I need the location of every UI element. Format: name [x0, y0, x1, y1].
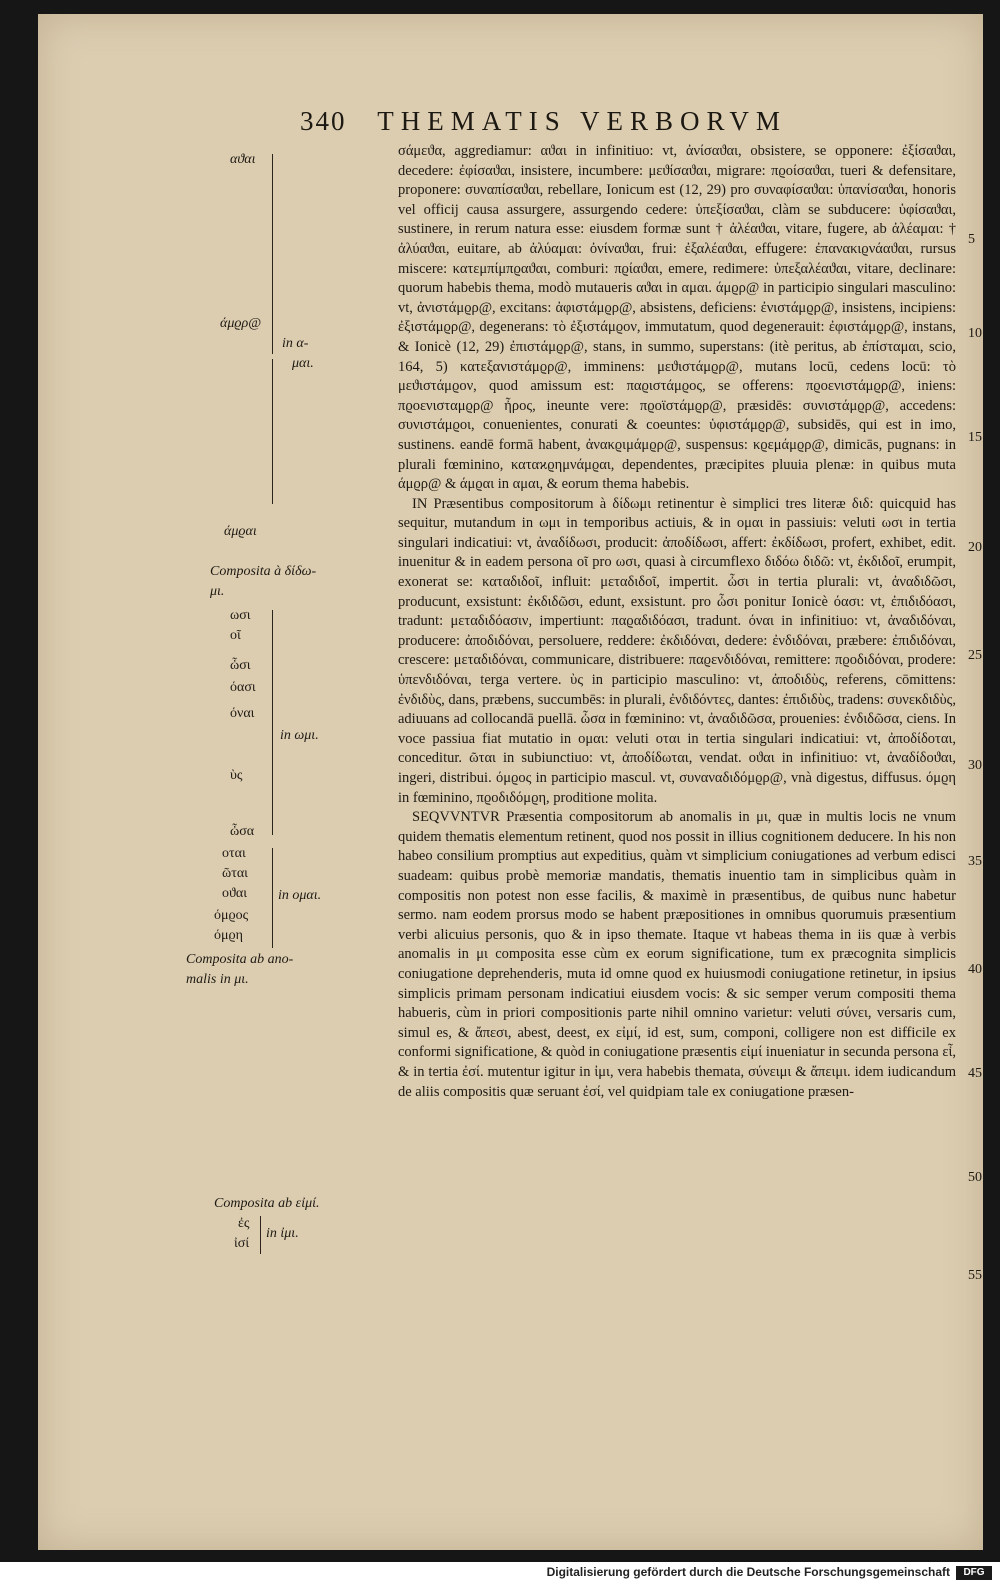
margin-note: ἰσί [234, 1236, 250, 1251]
margin-note: άμϱρ@ [220, 316, 262, 331]
margin-brace [262, 359, 273, 504]
line-number: 55 [968, 1268, 982, 1283]
margin-note: άμϱαι [224, 524, 257, 539]
line-number: 35 [968, 854, 982, 869]
page-title: THEMATIS VERBORVM [377, 106, 787, 136]
margin-brace [262, 610, 273, 835]
page-number: 340 [300, 106, 347, 136]
margin-note: μι. [210, 584, 225, 599]
margin-note: ἐς [238, 1216, 250, 1231]
line-number: 30 [968, 758, 982, 773]
margin-note: ῶται [222, 866, 248, 881]
margin-brace [262, 154, 273, 354]
margin-note: ὦσα [230, 824, 255, 839]
margin-note: όναι [230, 706, 255, 721]
margin-note: ὦσι [230, 658, 251, 673]
margin-note: μαι. [292, 356, 314, 371]
line-number: 45 [968, 1066, 982, 1081]
dfg-logo: DFG [956, 1566, 992, 1580]
margin-note: οϑαι [222, 886, 248, 901]
footer-credit: Digitalisierung gefördert durch die Deutsche Forschungsgemeinschaft [546, 1565, 950, 1579]
paragraph: σάμεϑα, aggrediamur: αϑαι in infinitiuo: vt, ἀνίσαϑαι, obsistere, se opponere: ἐξίσαϑαι, decedere: ἐφίσαϑαι, insistere, incumbere: μεϑίσαϑαι, migrare: πϱοίσαϑαι, tueri & defensitare, proponere: συναπίσαϑαι, rebellare, Ionicum est (12, 29) pro συναφίσαϑαι: ὑπανίσαϑαι, honoris vel officij causa assurgere, assurgendo cedere: ὑπεξίσαϑαι, clàm se subducere: ὑφίσαϑαι, sustinere, in rerum natura esse: eiusdem formæ sunt † ἀλέαϑαι, vitare, fugere, ab ἀλέαμαι: † ἀλύαϑαι, euitare, ab ἀλύαμαι: ὀνίναϑαι, frui: ἐξαλέαϑαι, effugere: ἐπανακιϱνάαϑαι, rursus miscere: κατεμπίμπϱαϑαι, comburi: πϱίαϑαι, emere, redimere: ὑπεξαλέαϑαι, vitare, declinare: quorum habebis thema, modò mutaueris αϑαι in αμαι. άμϱρ@ in participio singulari masculino: vt, ἀνιστάμϱρ@, excitans: ἀφιστάμϱρ@, absistens, deficiens: ἐνιστάμϱρ@, insistens, incipiens: ἐξιστάμϱρ@, degenerans: τὸ ἐξιστάμϱον, immutatum, quod degenerauit: ἐφιστάμϱρ@, instans, & Ionicè (12, 29) ἐπιστάμϱρ@, stans, in summo, superstans: (itè peritus, ab ἐπίσταμαι, scio, 164, 5) κατεξανιστάμϱρ@, imminens: μεϑιστάμϱρ@, mutans locū, cedens locū: τὸ μεϑιστάμϱον, quod amissum est: παϱιστάμϱος, se offerens: πϱοενιστάμϱρ@, iniens: πϱοενισταμϱρ@ ἦρος, ineunte vere: πϱοϊστάμϱρ@, præsidēs: συνιστάμϱρ@, accedens: συνιστάμϱοι, conuenientes, conurati & coeuntes: ὑφιστάμϱρ@, subsidēs, qui est in imo, sustinens. eandē formā habent, ἀνακϱιμάμϱρ@, suspensus: κϱεμάμϱρ@, dimicās, pugnans: in plurali fœminino, καταϰϱημνάμϱαι, dependentes, præcipites pluuia plenæ: in quibus muta άμϱρ@ & άμϱαι in αμαι, & eorum thema habebis. [398, 143, 956, 493]
line-number: 25 [968, 648, 982, 663]
margin-note: malis in μι. [186, 972, 249, 987]
margin-brace [250, 1216, 261, 1254]
margin-note: οται [222, 846, 246, 861]
margin-note: in ἰμι. [266, 1226, 299, 1241]
line-number: 50 [968, 1170, 982, 1185]
margin-brace [262, 848, 273, 948]
margin-note: ωσι [230, 608, 251, 623]
margin-note: όμϱος [214, 908, 249, 923]
paragraph: SEQVVNTVR Præsentia compositorum ab anomalis in μι, quæ in multis locis ne vnum quidem thematis elementum retinent, quod nos possit in illius cognitionem deducere. In his non habeo consilium promptius aut expeditius, quàm vt simplicium coniugationes ad verbum edisci suadeam: quibus probè memoriæ mandatis, thematis inuentio tam in simplicibus quàm in compositis non potest non esse facilis, & maximè in præsentibus, de quibus nunc habetur sermo. nam eodem prorsus modo se habent præpositiones in omnibus quorumuis præsentium verbi alicuius personis, quo & in ipso themate. Itaque vt habeas thema in iis quæ à verbis anomalis in μι composita esse cùm ex eorum significatione, tum ex præcognita simplicis coniugatione deprehenderis, muta id omne quod ex huiusmodi coniugatione retinetur, in ipsius simplicis primam personam indicatiui eiusdem vocis: & sic semper verum compositi thema habueris, cùm in priori compositionis parte nihil omnino varietur: veluti σύνει, versaris cum, simul es, & ἄπεσι, abest, deest, ex εἰμί, id est, sum, componi, colligere non est difficile ex conformi significatione, & quòd in coniugatione præsentis εἰμί inueniatur in secunda persona εἶ, & in tertia ἐσί. mutentur igitur in ἰμι, vera habebis themata, σύνειμι & ἄπειμι. idem iudicandum de aliis compositis quæ seruant ἐσί, vel quidpiam tale ex coniugatione præsen- [398, 809, 956, 1100]
line-number: 15 [968, 430, 982, 445]
margin-note: ὺς [230, 768, 243, 783]
margin-note: in ωμι. [280, 728, 319, 743]
margin-note: in ομαι. [278, 888, 322, 903]
running-head [300, 106, 787, 137]
line-number: 5 [968, 232, 975, 247]
main-text [398, 142, 956, 1102]
line-number: 40 [968, 962, 982, 977]
margin-note: όμϱη [214, 928, 243, 943]
margin-note: Composita à δίδω- [210, 564, 317, 579]
line-number: 20 [968, 540, 982, 555]
digitization-footer [0, 1562, 1000, 1584]
line-number: 10 [968, 326, 982, 341]
margin-note: όασι [230, 680, 256, 695]
margin-note: οῖ [230, 628, 241, 643]
margin-note: in α- [282, 336, 309, 351]
margin-note: Composita ab εἰμί. [214, 1196, 320, 1211]
margin-note: Composita ab ano- [186, 952, 294, 967]
margin-note: αϑαι [230, 152, 256, 167]
paragraph: IN Præsentibus compositorum à δίδωμι retinentur è simplici tres literæ διδ: quicquid has sequitur, mutandum in ωμι in temporibus actiuis, & in ομαι in passiuis: veluti ωσι in tertia singulari indicatiui: vt, ἀναδίδωσι, producit: ἀποδίδωσι, affert: ἐκδίδωσι, profert, exhibet, edit. inuenitur & in eadem persona οῖ pro ωσι, quasi à circumflexo διδόω διδῶ: vt, ἐκδιδοῖ, erumpit, exonerat se: καταδιδοῖ, influit: μεταδιδοῖ, impertit. ὦσι in tertia plurali: vt, ἀναδιδῶσι, producunt, exsistunt: ἐκδιδῶσι, edunt, exsistunt. pro ὦσι ponitur Ionicè όασι: vt, ἐπιδιδόασι, tradunt: μεταδιδόασιν, impertiunt: παϱαδιδόασι, tradunt. όναι in infinitiuo: vt, ἀναδιδόναι, producere: ἀποδιδόναι, persoluere, reddere: ἐκδιδόναι, dedere: ἐνδιδόναι, præbere: ἐπιδιδόναι, crescere: μεταδιδόναι, communicare, distribuere: παϱενδιδόναι, remittere: πϱοδιδόναι, prodere: ὑπενδιδόναι, terga vertere. ὺς in participio masculino: vt, ἀποδιδὺς, referens, cōmittens: ἐνδιδὺς, dans, præbens, succumbēs: in plurali, ἐνδιδόντες, dantes: ἐπιδιδὺς, tradens: συνεκδιδὺς, adiuuans ad collocandā puellā. ὦσα in fœminino: vt, ἀναδιδῶσα, prouenies: ἐνδιδῶσα, ciens. In voce passiua fiat mutatio in ομαι: veluti οται in tertia singulari indicatiui: vt, ἀποδίδοται, conceditur. ῶται in subiunctiuo: vt, ἀποδίδωται, vendat. οϑαι in infinitiuo: vt, ἀναδίδοϑαι, ingeri, distribui. όμϱος in participio mascul. vt, συναναδιδόμϱρ@, vnà digestus, diffusus. όμϱη in fœminino, πϱοδιδόμϱη, proditione molita. [398, 495, 957, 806]
book-page [38, 14, 983, 1550]
